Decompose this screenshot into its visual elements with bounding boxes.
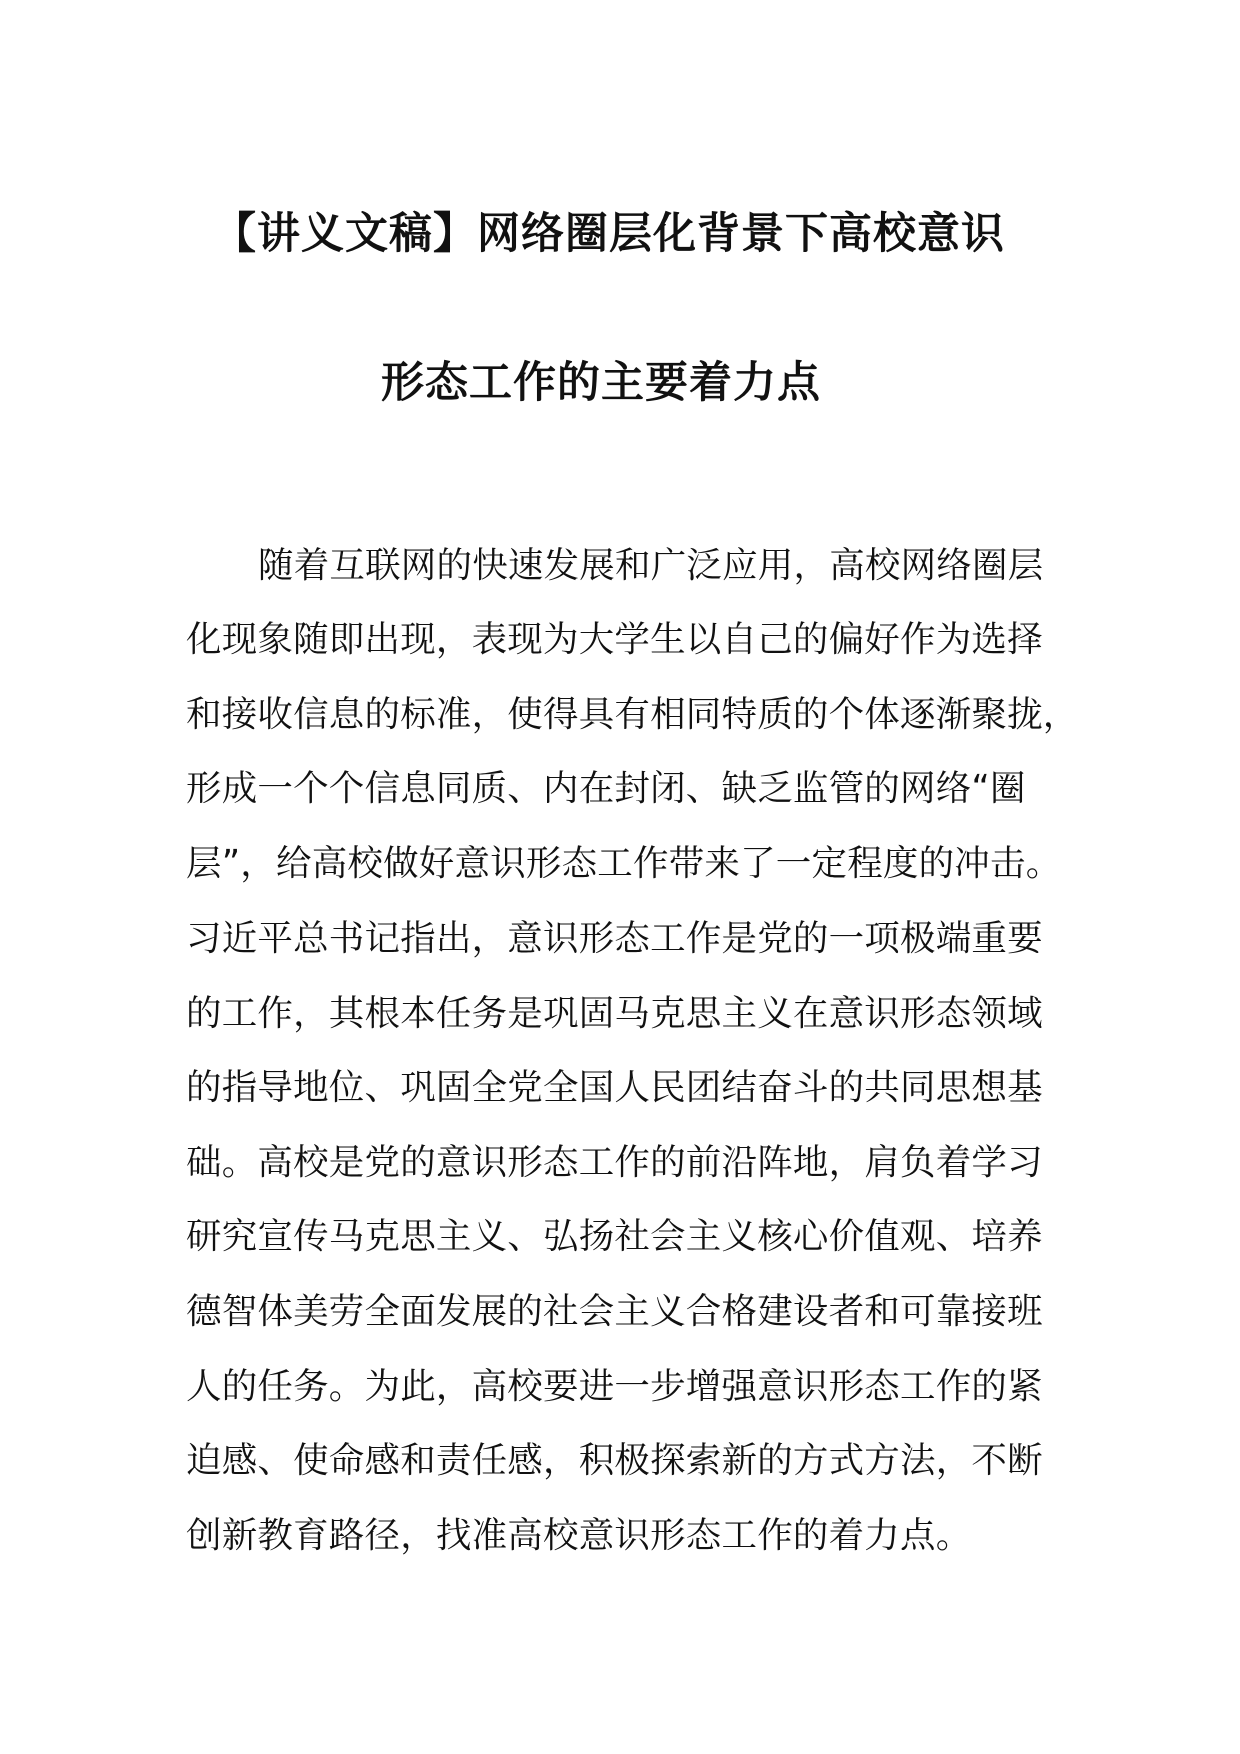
body-line-5: 层”，给高校做好意识形态工作带来了一定程度的冲击。 — [186, 843, 1062, 884]
body-line-4: 形成一个个信息同质、内在封闭、缺乏监管的网络“圈 — [186, 768, 1026, 809]
body-line-12: 人的任务。为此，高校要进一步增强意识形态工作的紧 — [186, 1366, 1043, 1407]
body-line-6: 习近平总书记指出，意识形态工作是党的一项极端重要 — [186, 918, 1043, 959]
body-line-2: 化现象随即出现，表现为大学生以自己的偏好作为选择 — [186, 619, 1043, 660]
body-line-1: 随着互联网的快速发展和广泛应用，高校网络圈层 — [258, 545, 1044, 586]
body-line-3: 和接收信息的标准，使得具有相同特质的个体逐渐聚拢， — [186, 694, 1079, 735]
body-line-14: 创新教育路径，找准高校意识形态工作的着力点。 — [186, 1515, 972, 1556]
body-line-10: 研究宣传马克思主义、弘扬社会主义核心价值观、培养 — [186, 1216, 1043, 1257]
body-line-11: 德智体美劳全面发展的社会主义合格建设者和可靠接班 — [186, 1291, 1043, 1332]
body-line-8: 的指导地位、巩固全党全国人民团结奋斗的共同思想基 — [186, 1067, 1043, 1108]
body-line-13: 迫感、使命感和责任感，积极探索新的方式方法，不断 — [186, 1440, 1043, 1481]
body-line-9: 础。高校是党的意识形态工作的前沿阵地，肩负着学习 — [186, 1142, 1043, 1183]
body-line-7: 的工作，其根本任务是巩固马克思主义在意识形态领域 — [186, 993, 1043, 1034]
document-title-line-2: 形态工作的主要着力点 — [381, 358, 821, 408]
document-title-line-1: 【讲义文稿】网络圈层化背景下高校意识 — [213, 209, 1005, 259]
